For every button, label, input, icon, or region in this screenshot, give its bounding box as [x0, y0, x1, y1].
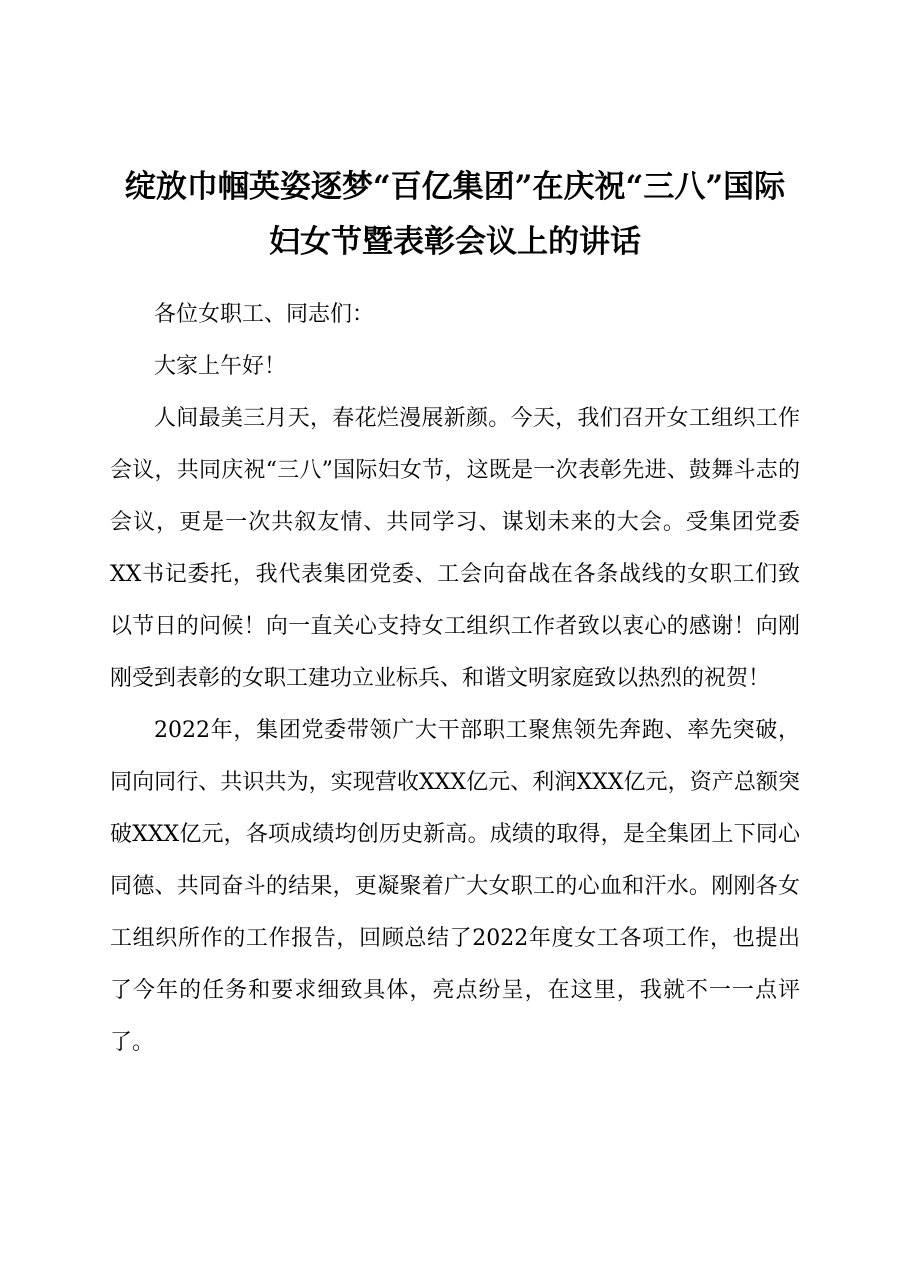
document-body: [110, 289, 800, 1069]
document-title: 绽放巾帼英姿逐梦“百亿集团”在庆祝“三八”国际妇女节暨表彰会议上的讲话: [124, 169, 786, 260]
paragraph-achievements: 2022年，集团党委带领广大干部职工聚焦领先奔跑、率先突破，同向同行、共识共为，实现营收XXX亿元、利润XXX亿元，资产总额突破XXX亿元，各项成绩均创历史新高。成绩的取得，是全集团上下同心同德、共同奋斗的结果，更凝聚着广大女职工的心血和汗水。刚刚各女工组织所作的工作报告，回顾总结了2022年度女工各项工作，也提出了今年的任务和要求细致具体，亮点纷呈，在这里，我就不一一点评了。: [110, 718, 800, 1055]
salutation: 各位女职工、同志们：: [154, 302, 375, 327]
paragraph-opening: 人间最美三月天，春花烂漫展新颜。今天，我们召开女工组织工作会议，共同庆祝“三八”国际妇女节，这既是一次表彰先进、鼓舞斗志的会议，更是一次共叙友情、共同学习、谋划未来的大会。受集团党委XX书记委托，我代表集团党委、工会向奋战在各条战线的女职工们致以节日的问候！向一直关心支持女工组织工作者致以衷心的感谢！向刚刚受到表彰的女职工建功立业标兵、和谐文明家庭致以热烈的祝贺！: [110, 406, 800, 691]
greeting: 大家上午好！: [154, 354, 287, 379]
